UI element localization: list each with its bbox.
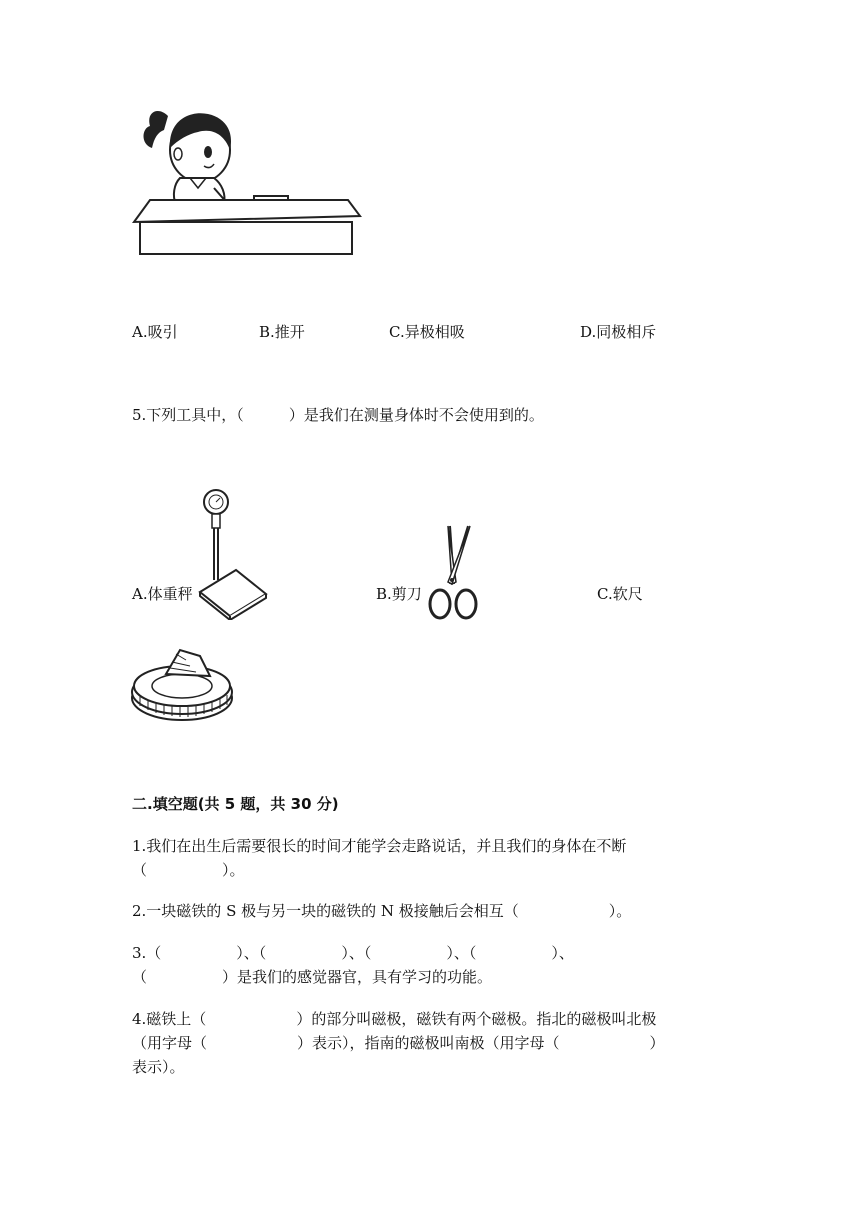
fill-q4-line-3: 表示）。 bbox=[132, 1058, 185, 1076]
fill-q1-line-2: （ ）。 bbox=[132, 861, 245, 879]
q5-option-a[interactable]: A.体重秤 bbox=[132, 585, 193, 603]
fill-q4-line-1: 4.磁铁上（ ）的部分叫磁极，磁铁有两个磁极。指北的磁极叫北极 bbox=[132, 1010, 657, 1028]
fill-q1-line-1: 1.我们在出生后需要很长的时间才能学会走路说话，并且我们的身体在不断 bbox=[132, 837, 627, 855]
scale-icon bbox=[196, 488, 268, 620]
fill-q3-line-1: 3.（ ）、（ ）、（ ）、（ ）、 bbox=[132, 944, 574, 962]
girl-desk-illustration bbox=[128, 104, 364, 260]
fill-q2-line-1: 2.一块磁铁的 S 极与另一块的磁铁的 N 极接触后会相互（ ）。 bbox=[132, 902, 632, 920]
q5-option-c[interactable]: C.软尺 bbox=[597, 585, 643, 603]
tape-measure-icon bbox=[130, 646, 236, 728]
q5-prompt: 5.下列工具中，（ ）是我们在测量身体时不会使用到的。 bbox=[132, 406, 544, 424]
q4-option-b[interactable]: B.推开 bbox=[259, 323, 305, 341]
fill-q4-line-2: （用字母（ ）表示），指南的磁极叫南极（用字母（ ） bbox=[132, 1034, 665, 1052]
fill-q3-line-2: （ ）是我们的感觉器官，具有学习的功能。 bbox=[132, 968, 493, 986]
q4-option-c[interactable]: C.异极相吸 bbox=[389, 323, 465, 341]
scissors-icon bbox=[428, 524, 480, 622]
q4-option-d[interactable]: D.同极相斥 bbox=[580, 323, 657, 341]
section-2-heading: 二.填空题(共 5 题，共 30 分) bbox=[132, 795, 339, 813]
q4-option-a[interactable]: A.吸引 bbox=[132, 323, 178, 341]
q5-option-b[interactable]: B.剪刀 bbox=[376, 585, 422, 603]
